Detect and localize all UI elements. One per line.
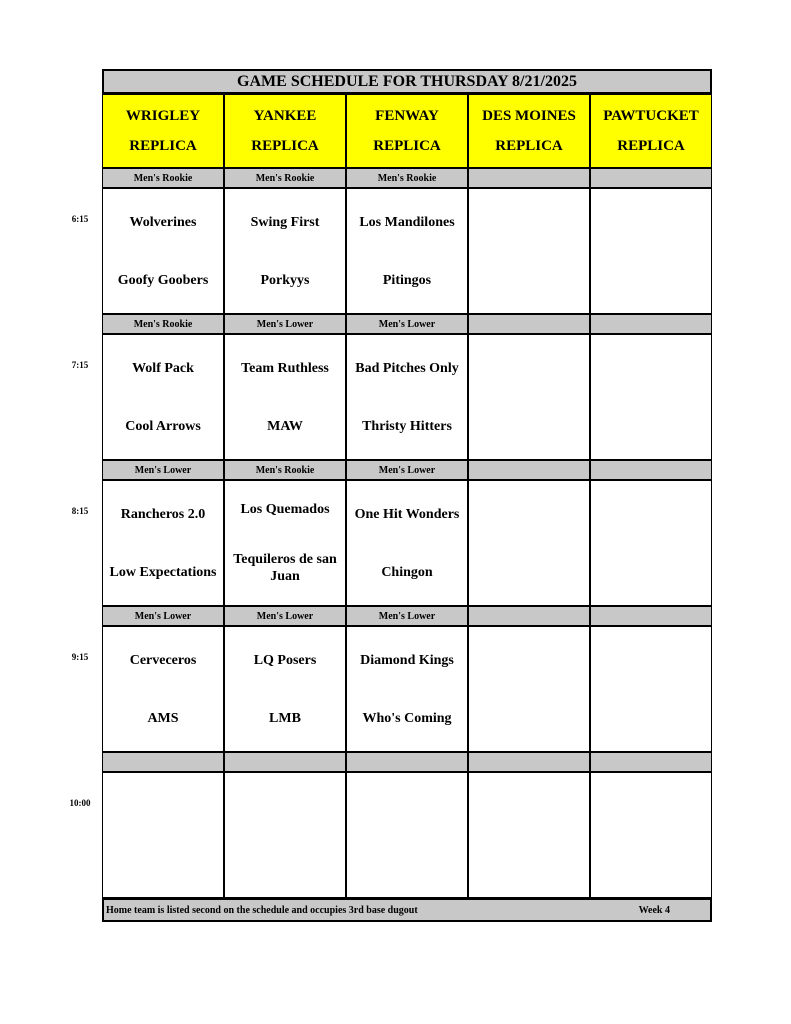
away-team: Diamond Kings (360, 652, 454, 668)
game-cell (224, 480, 346, 606)
game-cell (468, 480, 590, 606)
home-team: Tequileros de san Juan (233, 551, 337, 584)
division-label (590, 460, 712, 480)
away-team: Wolverines (129, 214, 197, 230)
game-cell (102, 626, 224, 752)
field-header-wrigley (102, 94, 224, 168)
away-team: Bad Pitches Only (355, 360, 459, 376)
division-label: Men's Lower (102, 460, 224, 480)
division-label (346, 752, 468, 772)
division-row (102, 168, 712, 188)
division-label (468, 314, 590, 334)
schedule-sheet (102, 69, 712, 922)
game-cell (590, 334, 712, 460)
game-row (102, 772, 712, 898)
game-cell (590, 626, 712, 752)
away-team: Team Ruthless (241, 360, 329, 376)
away-team: LQ Posers (253, 652, 317, 668)
field-name: DES MOINES (482, 107, 576, 124)
game-cell (346, 480, 468, 606)
field-header-yankee (224, 94, 346, 168)
division-row (102, 314, 712, 334)
division-label: Men's Rookie (102, 314, 224, 334)
game-cell (468, 188, 590, 314)
home-team: Goofy Goobers (117, 272, 209, 288)
division-label (468, 752, 590, 772)
game-cell (346, 334, 468, 460)
home-team: Low Expectations (109, 564, 217, 580)
home-team: Pitingos (382, 272, 432, 288)
game-cell (102, 772, 224, 898)
time-slots (102, 168, 712, 898)
game-cell (102, 480, 224, 606)
division-label (468, 168, 590, 188)
home-team: Who's Coming (362, 710, 452, 726)
time-label: 9:15 (71, 652, 89, 662)
division-label (590, 752, 712, 772)
division-label: Men's Rookie (102, 168, 224, 188)
field-type: REPLICA (129, 137, 197, 154)
footer-note: Home team is listed second on the schedule and occupies 3rd base dugout (106, 904, 418, 916)
time-label: 8:15 (71, 506, 89, 516)
division-row (102, 752, 712, 772)
division-label: Men's Lower (224, 606, 346, 626)
game-cell (102, 188, 224, 314)
division-label (102, 752, 224, 772)
away-team: Cerveceros (129, 652, 197, 668)
game-cell (224, 188, 346, 314)
field-name: WRIGLEY (125, 107, 201, 124)
field-name: FENWAY (375, 107, 439, 124)
away-team: One Hit Wonders (354, 506, 460, 522)
away-team: Los Mandilones (359, 214, 455, 230)
week-label: Week 4 (638, 904, 670, 916)
game-cell (346, 188, 468, 314)
game-cell (590, 188, 712, 314)
division-label (590, 314, 712, 334)
schedule-footer (102, 898, 712, 922)
division-row (102, 460, 712, 480)
game-row (102, 480, 712, 606)
game-cell (468, 772, 590, 898)
division-label (468, 606, 590, 626)
field-type: REPLICA (495, 137, 563, 154)
game-cell (102, 334, 224, 460)
away-team: Wolf Pack (132, 360, 194, 376)
field-header-pawtucket (590, 94, 712, 168)
division-label (224, 752, 346, 772)
division-label (468, 460, 590, 480)
division-label: Men's Lower (224, 314, 346, 334)
division-label: Men's Lower (346, 460, 468, 480)
field-type: REPLICA (251, 137, 319, 154)
home-team: MAW (267, 418, 303, 434)
game-row (102, 188, 712, 314)
field-header-des-moines (468, 94, 590, 168)
game-cell (346, 626, 468, 752)
division-label: Men's Rookie (224, 460, 346, 480)
game-row (102, 626, 712, 752)
field-type: REPLICA (617, 137, 685, 154)
game-row (102, 334, 712, 460)
division-label: Men's Lower (346, 314, 468, 334)
home-team: Thristy Hitters (362, 418, 452, 434)
field-name: PAWTUCKET (603, 107, 699, 124)
game-cell (590, 480, 712, 606)
field-header-fenway (346, 94, 468, 168)
home-team: Chingon (381, 564, 433, 580)
time-label: 7:15 (71, 360, 89, 370)
time-label: 10:00 (69, 798, 91, 808)
game-cell (224, 334, 346, 460)
division-label (590, 168, 712, 188)
game-cell (590, 772, 712, 898)
division-label: Men's Rookie (224, 168, 346, 188)
division-label: Men's Lower (102, 606, 224, 626)
field-header-row (102, 94, 712, 168)
away-team: Rancheros 2.0 (120, 506, 206, 522)
away-team: Los Quemados (240, 502, 330, 518)
field-name: YANKEE (253, 107, 317, 124)
division-label: Men's Lower (346, 606, 468, 626)
game-cell (346, 772, 468, 898)
game-cell (224, 626, 346, 752)
game-cell (468, 334, 590, 460)
home-team: LMB (269, 710, 301, 726)
home-team: Porkyys (260, 272, 310, 288)
game-cell (224, 772, 346, 898)
schedule-title: GAME SCHEDULE FOR THURSDAY 8/21/2025 (102, 69, 712, 94)
field-type: REPLICA (373, 137, 441, 154)
division-label (590, 606, 712, 626)
home-team: AMS (147, 710, 179, 726)
time-label: 6:15 (71, 214, 89, 224)
division-label: Men's Rookie (346, 168, 468, 188)
division-row (102, 606, 712, 626)
game-cell (468, 626, 590, 752)
away-team: Swing First (250, 214, 320, 230)
home-team: Cool Arrows (125, 418, 201, 434)
